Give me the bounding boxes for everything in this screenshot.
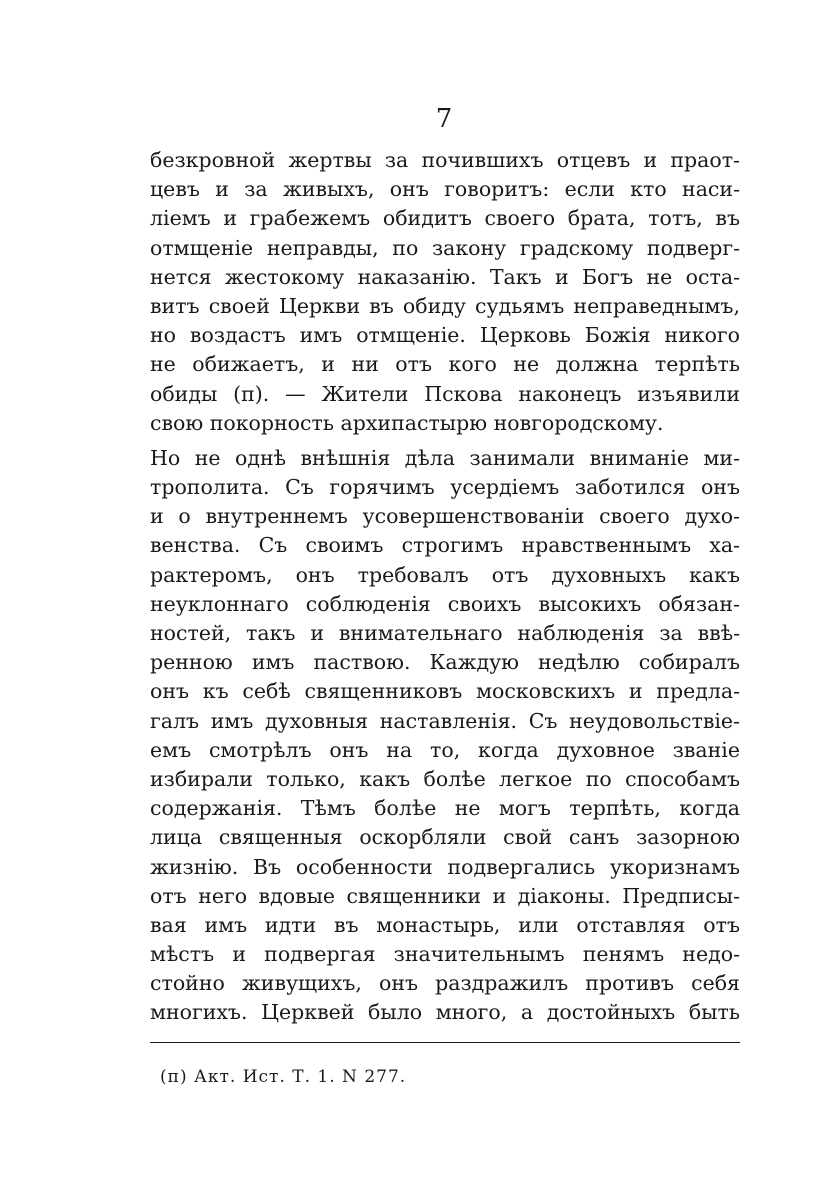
text-line: вая имъ идти въ монастырь, или отставляя отъ (150, 912, 740, 937)
footnote: (п) Акт. Ист. Т. 1. N 277. (160, 1067, 407, 1087)
text-line: отъ него вдовые священники и діаконы. Предписы- (150, 883, 740, 908)
text-line: цевъ и за живыхъ, онъ говоритъ: если кто наси- (150, 177, 740, 202)
text-line: витъ своей Церкви въ обиду судьямъ неправеднымъ, (150, 293, 740, 318)
text-line: ностей, такъ и внимательнаго наблюденія за ввѣ- (150, 621, 740, 645)
text-line: не обижаетъ, и ни отъ кого не должна терпѣть (150, 352, 740, 377)
text-line: Но не однѣ внѣшнія дѣла занимали вниманіе ми- (150, 445, 740, 470)
text-line: но воздастъ имъ отмщеніе. Церковь Божія никого (150, 323, 740, 348)
text-line: обиды (п). — Жители Пскова наконецъ изъявили (150, 381, 740, 406)
text-line: содержанія. Тѣмъ болѣе не могъ терпѣть, когда (150, 796, 740, 821)
text-line: стойно живущихъ, онъ раздражилъ противъ себя (150, 971, 740, 996)
text-line: трополита. Съ горячимъ усердіемъ заботился онъ (150, 475, 740, 500)
text-line: жизнію. Въ особенности подвергались укоризнамъ (150, 854, 740, 879)
text-line: галъ имъ духовныя наставленія. Съ неудовольствіе- (150, 708, 740, 733)
text-line: неуклоннаго соблюденія своихъ высокихъ обязан- (150, 591, 740, 616)
text-line: и о внутреннемъ усовершенствованіи своего духо- (150, 504, 740, 529)
paragraph-1 (150, 146, 740, 438)
text-line: нется жестокому наказанію. Такъ и Богъ не оста- (150, 264, 740, 289)
text-line: безкровной жертвы за почившихъ отцевъ и праот- (150, 148, 740, 172)
paragraph-2 (150, 444, 740, 1028)
text-line: емъ смотрѣлъ онъ на то, когда духовное званіе (150, 737, 740, 762)
text-line: избирали только, какъ болѣе легкое по способамъ (150, 766, 740, 791)
page-number: 7 (435, 104, 453, 134)
body-text (150, 146, 740, 1028)
text-line: мѣстъ и подвергая значительнымъ пенямъ недо- (150, 942, 740, 967)
text-line: венства. Съ своимъ строгимъ нравственнымъ ха- (150, 533, 740, 558)
text-line: онъ къ себѣ священниковъ московскихъ и предла- (150, 679, 740, 704)
text-line: отмщеніе неправды, по закону градскому подверг- (150, 235, 740, 260)
text-line: ренною имъ паствою. Каждую недѣлю собиралъ (150, 650, 740, 675)
text-line: рактеромъ, онъ требовалъ отъ духовныхъ какъ (150, 562, 740, 587)
footnote-divider (150, 1042, 740, 1043)
text-line: свою покорность архипастырю новгородскому. (150, 410, 664, 435)
text-line: многихъ. Церквей было много, а достойныхъ быть (150, 1000, 740, 1025)
text-line: лица священныя оскорбляли свой санъ зазорною (150, 825, 740, 850)
text-line: ліемъ и грабежемъ обидитъ своего брата, тотъ, въ (150, 206, 740, 231)
